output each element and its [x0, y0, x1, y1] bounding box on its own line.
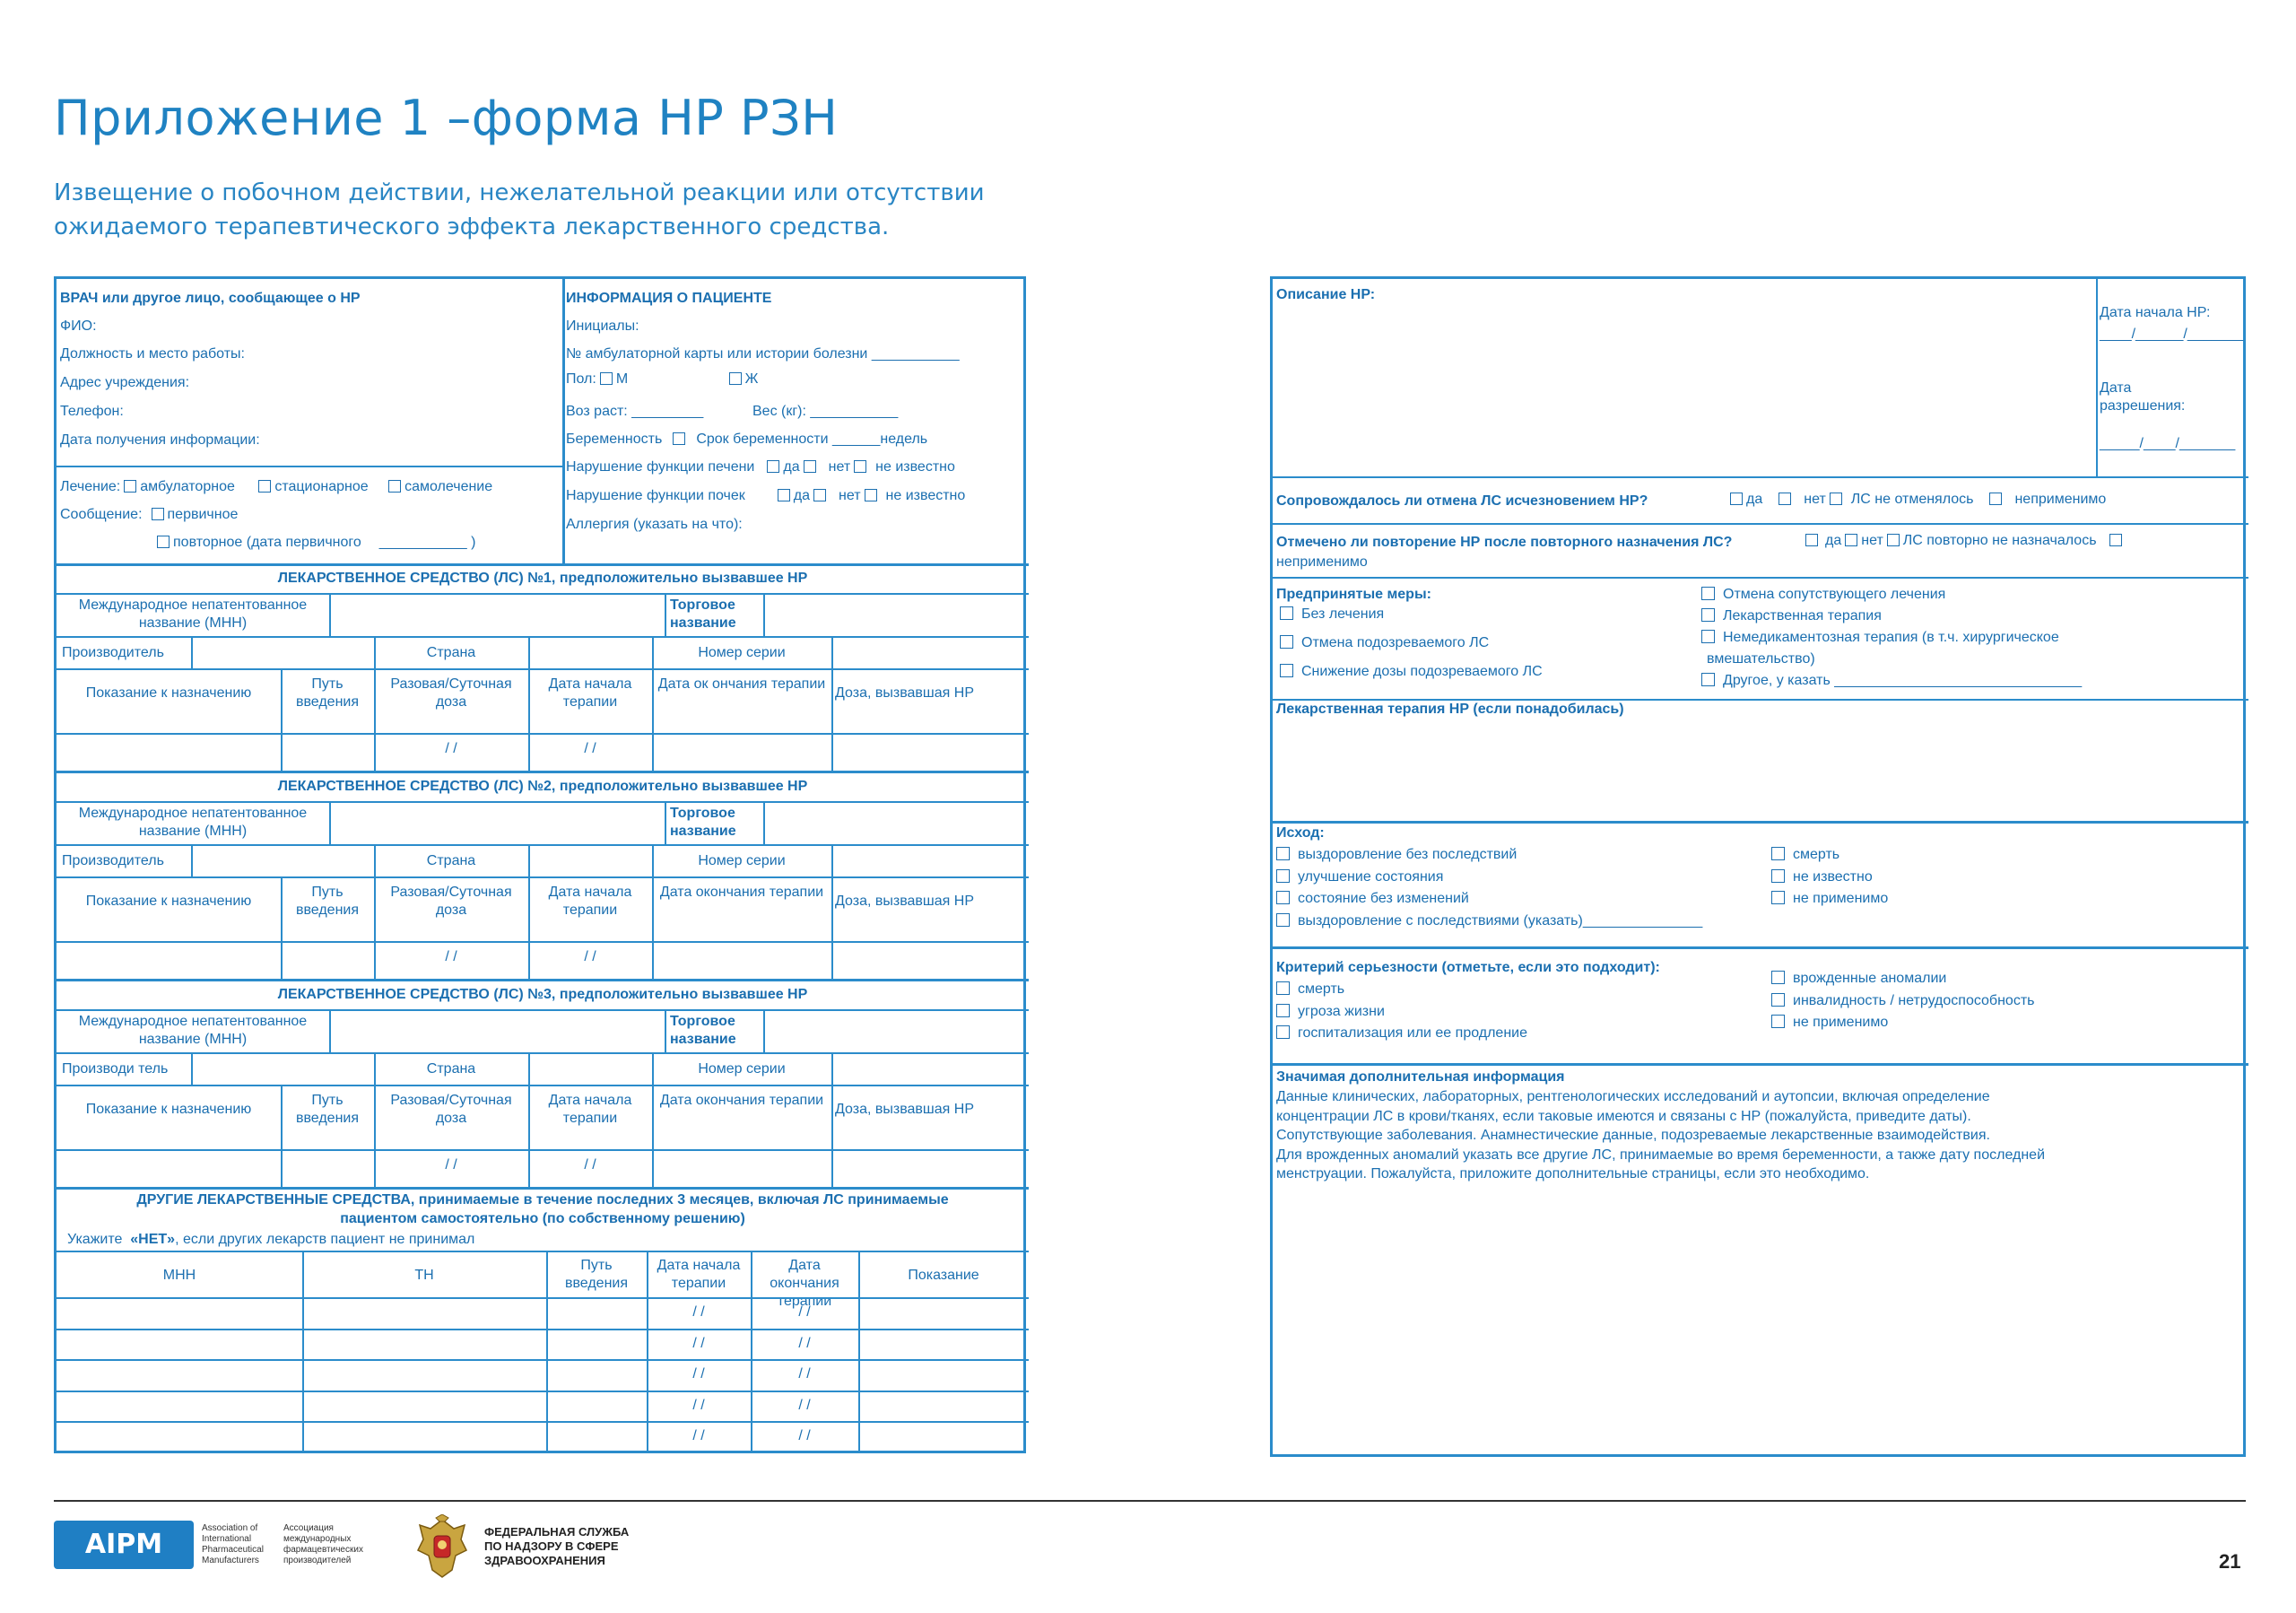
- checkbox-recurrence-not-reassigned[interactable]: [1887, 534, 1900, 546]
- drug-3-trade-label: Торговое название: [670, 1014, 736, 1047]
- other-drugs-row-5-start[interactable]: / /: [692, 1428, 705, 1443]
- checkbox-outcome-right-2[interactable]: [1771, 869, 1785, 883]
- drug-2-country-label: Страна: [426, 853, 476, 868]
- start-date-field[interactable]: ____/______/_______: [2100, 327, 2244, 342]
- pregnancy-row: [566, 431, 927, 449]
- start-date-label: Дата начала НР:: [2100, 305, 2211, 320]
- drug-2-end-date-field[interactable]: / /: [584, 949, 596, 964]
- drug-1-country-label: Страна: [426, 645, 476, 660]
- severity-right-option-1: врожденные аномалии: [1793, 971, 1947, 986]
- additional-info-field[interactable]: [1273, 1176, 2248, 1454]
- drug-2-start-date-field[interactable]: / /: [445, 949, 457, 964]
- drug-3-manufacturer-field[interactable]: [193, 1054, 372, 1083]
- measure-left-option-1: Без лечения: [1301, 606, 1385, 622]
- subtitle-line-1: Извещение о побочном действии, нежелательной реакции или отсутствии: [54, 179, 985, 206]
- additional-info-line-1: Данные клинических, лабораторных, рентгенологических исследований и аутопсии, включая определение: [1276, 1089, 1990, 1104]
- checkbox-severity-left-2[interactable]: [1276, 1004, 1290, 1017]
- additional-info-line-5: менструации. Пожалуйста, приложите дополнительные страницы, если это необходимо.: [1276, 1166, 1870, 1181]
- aipm-russian-name: Ассоциация международных фармацевтических производителей: [283, 1523, 363, 1565]
- patient-age[interactable]: Воз раст: _________: [566, 404, 704, 419]
- patient-card[interactable]: № амбулаторной карты или истории болезни ___________: [566, 346, 960, 362]
- recurrence-no-label: нет: [1861, 533, 1883, 548]
- other-drugs-row-2-end[interactable]: / /: [798, 1335, 811, 1351]
- withdrawal-no-label: нет: [1804, 492, 1826, 507]
- checkbox-outcome-left-3[interactable]: [1276, 891, 1290, 904]
- other-drugs-row-1-start[interactable]: / /: [692, 1304, 705, 1320]
- drug-2-country-field[interactable]: [530, 846, 650, 875]
- aipm-english-name: Association of International Pharmaceutical Manufacturers: [202, 1523, 264, 1565]
- reporter-address[interactable]: Адрес учреждения:: [60, 375, 190, 390]
- other-drugs-end-header: Дата окончания терапии: [770, 1258, 839, 1309]
- patient-sex-row: [566, 371, 758, 388]
- drug-1-end-label: Дата ок ончания терапии: [657, 676, 826, 692]
- drug-1-reaction-dose-label: Доза, вызвавшая НР: [835, 685, 974, 701]
- reporter-header: ВРАЧ или другое лицо, сообщающее о НР: [60, 291, 361, 306]
- recurrence-not-reassigned-label: ЛС повторно не назначалось: [1902, 533, 2097, 548]
- message-row: [60, 506, 238, 524]
- checkbox-repeat[interactable]: [157, 536, 170, 548]
- checkbox-sex-f[interactable]: [729, 372, 742, 385]
- treatment-row: [60, 478, 492, 496]
- message-label: Сообщение:: [60, 507, 143, 522]
- drug-2-trade-field[interactable]: [765, 803, 1027, 842]
- other-drugs-header-2: пациентом самостоятельно (по собственному решению): [340, 1211, 745, 1226]
- reporter-fio[interactable]: ФИО:: [60, 318, 97, 334]
- subtitle-line-2: ожидаемого терапевтического эффекта лекарственного средства.: [54, 214, 890, 240]
- page-number: 21: [2219, 1550, 2241, 1573]
- drug-1-inn-label: Международное непатентованное название (МНН): [78, 597, 308, 631]
- treatment-label: Лечение:: [60, 479, 121, 494]
- drug-2-batch-field[interactable]: [833, 846, 1027, 875]
- sex-m-label: М: [615, 371, 629, 387]
- checkbox-measure-right-1[interactable]: [1701, 587, 1715, 600]
- aipm-logo: AIPM: [54, 1521, 194, 1569]
- drug-2-inn-field[interactable]: [331, 803, 663, 842]
- measure-right-option-3: Немедикаментозная терапия (в т.ч. хирургическое: [1723, 630, 2059, 645]
- drug-1-batch-label: Номер серии: [698, 645, 786, 660]
- drug-2-end-label: Дата окончания терапии: [659, 885, 824, 900]
- checkbox-outcome-left-2[interactable]: [1276, 869, 1290, 883]
- resolution-date-field[interactable]: _____/____/_______: [2100, 436, 2236, 451]
- kidney-row: [566, 487, 965, 505]
- pregnancy-label: Беременность: [566, 432, 663, 447]
- note-suffix: , если других лекарств пациент не принимал: [175, 1232, 475, 1247]
- liver-no-label: нет: [828, 459, 851, 475]
- checkbox-ambulatory[interactable]: [124, 480, 136, 493]
- checkbox-severity-left-1[interactable]: [1276, 981, 1290, 995]
- treatment-self-label: самолечение: [404, 479, 493, 494]
- drug-2-manufacturer-field[interactable]: [193, 846, 372, 875]
- checkbox-outcome-left-4[interactable]: [1276, 913, 1290, 927]
- checkbox-measure-right-2[interactable]: [1701, 608, 1715, 622]
- drug-2-route-label: Путь введения: [295, 885, 360, 918]
- drug-3-country-field[interactable]: [530, 1054, 650, 1083]
- measure-right-option-2: Лекарственная терапия: [1723, 608, 1882, 623]
- checkbox-liver-no[interactable]: [804, 460, 816, 473]
- drug-3-start-label: Дата начала терапии: [548, 1093, 632, 1126]
- recurrence-options: [1802, 532, 2126, 550]
- drug-1-dose-label: Разовая/Суточная доза: [390, 676, 512, 710]
- page-title: Приложение 1 –форма НР РЗН: [54, 90, 839, 146]
- severity-right-option-3: не применимо: [1793, 1015, 1889, 1030]
- other-drugs-row-4-start[interactable]: / /: [692, 1397, 705, 1413]
- footer-divider: [54, 1500, 2246, 1502]
- adverse-reaction-form-right: [1270, 276, 2246, 1457]
- checkbox-measure-left-3[interactable]: [1280, 664, 1293, 677]
- kidney-yes-label: да: [793, 488, 811, 503]
- other-drugs-row-4-end[interactable]: / /: [798, 1397, 811, 1413]
- liver-row: [566, 458, 955, 476]
- other-drugs-indication-header: Показание: [908, 1268, 979, 1283]
- checkbox-severity-left-3[interactable]: [1276, 1025, 1290, 1039]
- drug-1-start-label: Дата начала терапии: [548, 676, 632, 710]
- measure-right-option-5: Другое, у казать _______________________________: [1723, 673, 2083, 688]
- checkbox-measure-left-1[interactable]: [1280, 606, 1293, 620]
- drug-2-dose-label: Разовая/Суточная доза: [390, 885, 512, 918]
- checkbox-sex-m[interactable]: [600, 372, 613, 385]
- drug-3-route-label: Путь введения: [295, 1093, 360, 1126]
- message-repeat-label: повторное (дата первичного: [173, 535, 361, 550]
- drug-3-end-date-field[interactable]: / /: [584, 1157, 596, 1173]
- resolution-date-label: Дата разрешения:: [2100, 380, 2186, 414]
- outcome-left-option-1: выздоровление без последствий: [1298, 847, 1518, 862]
- adverse-reaction-form-left: [54, 276, 1026, 1453]
- drug-1-manufacturer-field[interactable]: [193, 638, 372, 667]
- checkbox-liver-yes[interactable]: [767, 460, 779, 473]
- checkbox-withdrawal-na[interactable]: [1989, 493, 2002, 505]
- additional-info-line-3: Сопутствующие заболевания. Анамнестические данные, подозреваемые лекарственные взаимодействия.: [1276, 1128, 1990, 1143]
- measure-left-option-2: Отмена подозреваемого ЛС: [1301, 635, 1490, 650]
- kidney-no-label: нет: [839, 488, 861, 503]
- patient-weight[interactable]: Вес (кг): ___________: [752, 404, 899, 419]
- withdrawal-options: [1726, 491, 2106, 509]
- checkbox-measure-right-5[interactable]: [1701, 673, 1715, 686]
- other-drugs-start-header: Дата начала терапии: [657, 1258, 741, 1291]
- measure-right-option-1: Отмена сопутствующего лечения: [1723, 587, 1946, 602]
- checkbox-outcome-left-1[interactable]: [1276, 847, 1290, 860]
- withdrawal-yes-label: да: [1746, 492, 1763, 507]
- drug-1-route-label: Путь введения: [295, 676, 360, 710]
- drug-1-inn-field[interactable]: [331, 595, 663, 634]
- checkbox-pregnancy[interactable]: [673, 432, 685, 445]
- checkbox-severity-right-2[interactable]: [1771, 993, 1785, 1007]
- checkbox-recurrence-na[interactable]: [2109, 534, 2122, 546]
- drug-1-batch-field[interactable]: [833, 638, 1027, 667]
- liver-unknown-label: не известно: [875, 459, 955, 475]
- recurrence-na-label: неприменимо: [1276, 554, 1368, 570]
- recurrence-yes-label: да: [1825, 533, 1842, 548]
- message-repeat-date-blank[interactable]: ___________ ): [378, 535, 476, 550]
- roszdravnadzor-emblem-icon: [414, 1514, 470, 1582]
- liver-label: Нарушение функции печени: [566, 459, 755, 475]
- other-drugs-mnn-header: МНН: [162, 1268, 196, 1283]
- drug-2-indication-label: Показание к назначению: [85, 894, 252, 909]
- drug-2-start-label: Дата начала терапии: [548, 885, 632, 918]
- drug-2-inn-label: Международное непатентованное название (МНН): [78, 806, 308, 839]
- patient-header: ИНФОРМАЦИЯ О ПАЦИЕНТЕ: [566, 291, 772, 306]
- drug-therapy-field[interactable]: [1273, 701, 2248, 821]
- drug-3-batch-field[interactable]: [833, 1054, 1027, 1083]
- other-drugs-row-5-end[interactable]: / /: [798, 1428, 811, 1443]
- drug-2-reaction-dose-label: Доза, вызвавшая НР: [835, 894, 974, 909]
- drug-3-reaction-dose-label: Доза, вызвавшая НР: [835, 1102, 974, 1117]
- other-drugs-row-2-start[interactable]: / /: [692, 1335, 705, 1351]
- roszdravnadzor-name: ФЕДЕРАЛЬНАЯ СЛУЖБА ПО НАДЗОРУ В СФЕРЕ ЗДРАВООХРАНЕНИЯ: [484, 1525, 630, 1567]
- drug-2-manufacturer-label: Производитель: [62, 853, 164, 868]
- withdrawal-na-label: неприменимо: [2014, 492, 2107, 507]
- checkbox-kidney-unknown[interactable]: [865, 489, 877, 501]
- outcome-left-option-2: улучшение состояния: [1298, 868, 1444, 885]
- checkbox-stationary[interactable]: [258, 480, 271, 493]
- other-drugs-row-3-end[interactable]: / /: [798, 1366, 811, 1382]
- drug-3-header: ЛЕКАРСТВЕННОЕ СРЕДСТВО (ЛС) №3, предположительно вызвавшее НР: [277, 987, 808, 1002]
- additional-info-line-2: концентрации ЛС в крови/тканях, если таковые имеются и связаны с НР (пожалуйста, приведите даты).: [1276, 1108, 1971, 1124]
- measure-right-option-4: вмешательство): [1707, 651, 1815, 667]
- drug-1-trade-field[interactable]: [765, 595, 1027, 634]
- severity-right-option-2: инвалидность / нетрудоспособность: [1793, 992, 2035, 1008]
- checkbox-withdrawal-no[interactable]: [1779, 493, 1791, 505]
- other-drugs-row-3-start[interactable]: / /: [692, 1366, 705, 1382]
- note-prefix: Укажите: [67, 1232, 123, 1247]
- checkbox-self-treatment[interactable]: [388, 480, 401, 493]
- severity-left-option-3: госпитализация или ее продление: [1298, 1025, 1527, 1041]
- other-drugs-route-header: Путь введения: [564, 1258, 629, 1291]
- drug-1-start-date-field[interactable]: / /: [445, 741, 457, 756]
- outcome-right-option-1: смерть: [1793, 847, 1840, 862]
- treatment-ambulatory-label: амбулаторное: [140, 479, 235, 494]
- drug-1-country-field[interactable]: [530, 638, 650, 667]
- drug-3-country-label: Страна: [426, 1061, 476, 1077]
- checkbox-kidney-no[interactable]: [813, 489, 826, 501]
- drug-3-inn-label: Международное непатентованное название (МНН): [78, 1014, 308, 1047]
- checkbox-severity-right-3[interactable]: [1771, 1015, 1785, 1028]
- drug-1-indication-label: Показание к назначению: [85, 685, 252, 701]
- drug-1-end-date-field[interactable]: / /: [584, 741, 596, 756]
- other-drugs-header-1: ДРУГИЕ ЛЕКАРСТВЕННЫЕ СРЕДСТВА, принимаемые в течение последних 3 месяцев, включая ЛС принимаемые: [136, 1192, 949, 1208]
- description-label: Описание НР:: [1276, 287, 1376, 302]
- message-repeat-row: [153, 534, 475, 552]
- description-field[interactable]: [1273, 279, 2094, 476]
- checkbox-recurrence-no[interactable]: [1845, 534, 1857, 546]
- drug-3-dose-label: Разовая/Суточная доза: [390, 1093, 512, 1126]
- treatment-stationary-label: стационарное: [274, 479, 369, 494]
- outcome-header: Исход:: [1276, 825, 1325, 841]
- checkbox-kidney-yes[interactable]: [778, 489, 790, 501]
- additional-info-line-4: Для врожденных аномалий указать все другие ЛС, принимаемые во время беременности, а также дату последней: [1276, 1147, 2045, 1163]
- drug-2-batch-label: Номер серии: [698, 853, 786, 868]
- drug-2-trade-label: Торговое название: [670, 806, 736, 839]
- drug-3-trade-field[interactable]: [765, 1011, 1027, 1051]
- measure-left-option-3: Снижение дозы подозреваемого ЛС: [1301, 664, 1543, 679]
- other-drugs-tn-header: ТН: [414, 1268, 434, 1283]
- liver-yes-label: да: [783, 459, 800, 475]
- severity-header: Критерий серьезности (отметьте, если это подходит):: [1276, 960, 1660, 975]
- outcome-right-option-2: не известно: [1793, 868, 1873, 885]
- checkbox-outcome-right-3[interactable]: [1771, 891, 1785, 904]
- drug-2-header: ЛЕКАРСТВЕННОЕ СРЕДСТВО (ЛС) №2, предположительно вызвавшее НР: [277, 779, 808, 794]
- kidney-unknown-label: не известно: [885, 488, 966, 503]
- message-primary-label: первичное: [167, 507, 239, 522]
- checkbox-severity-right-1[interactable]: [1771, 971, 1785, 984]
- sex-label: Пол:: [566, 371, 596, 387]
- outcome-left-option-4: выздоровление с последствиями (указать)_______________: [1298, 912, 1703, 929]
- patient-initials[interactable]: Инициалы:: [566, 318, 639, 334]
- checkbox-primary[interactable]: [152, 508, 164, 520]
- note-none: «НЕТ»: [130, 1232, 176, 1247]
- outcome-left-option-3: состояние без изменений: [1298, 891, 1469, 906]
- pregnancy-term[interactable]: Срок беременности ______недель: [696, 432, 928, 447]
- drug-1-trade-label: Торговое название: [670, 597, 736, 631]
- severity-left-option-1: смерть: [1298, 981, 1345, 997]
- withdrawal-question: Сопровождалось ли отмена ЛС исчезновением НР?: [1276, 493, 1648, 509]
- drug-3-start-date-field[interactable]: / /: [445, 1157, 457, 1173]
- severity-left-option-2: угроза жизни: [1298, 1003, 1385, 1019]
- reporter-phone[interactable]: Телефон:: [60, 404, 124, 419]
- checkbox-outcome-right-1[interactable]: [1771, 847, 1785, 860]
- drug-3-indication-label: Показание к назначению: [85, 1102, 252, 1117]
- checkbox-withdrawal-yes[interactable]: [1730, 493, 1743, 505]
- recurrence-question: Отмечено ли повторение НР после повторного назначения ЛС?: [1276, 535, 1733, 550]
- drug-1-header: ЛЕКАРСТВЕННОЕ СРЕДСТВО (ЛС) №1, предположительно вызвавшее НР: [277, 571, 808, 586]
- drug-3-end-label: Дата окончания терапии: [659, 1093, 824, 1108]
- measures-header: Предпринятые меры:: [1276, 587, 1431, 602]
- drug-1-manufacturer-label: Производитель: [62, 645, 164, 660]
- checkbox-recurrence-yes[interactable]: [1805, 534, 1818, 546]
- drug-3-inn-field[interactable]: [331, 1011, 663, 1051]
- kidney-label: Нарушение функции почек: [566, 488, 745, 503]
- patient-allergy[interactable]: Аллергия (указать на что):: [566, 517, 743, 532]
- checkbox-liver-unknown[interactable]: [854, 460, 866, 473]
- checkbox-measure-left-2[interactable]: [1280, 635, 1293, 649]
- withdrawal-not-cancelled-label: ЛС не отменялось: [1850, 492, 1974, 507]
- drug-therapy-label: Лекарственная терапия НР (если понадобилась): [1276, 702, 1624, 717]
- reporter-position[interactable]: Должность и место работы:: [60, 346, 245, 362]
- other-drugs-row-1-end[interactable]: / /: [798, 1304, 811, 1320]
- sex-f-label: Ж: [744, 371, 759, 387]
- checkbox-withdrawal-not-cancelled[interactable]: [1830, 493, 1842, 505]
- reporter-date[interactable]: Дата получения информации:: [60, 432, 260, 448]
- drug-3-batch-label: Номер серии: [698, 1061, 786, 1077]
- drug-3-manufacturer-label: Производи тель: [62, 1061, 169, 1077]
- checkbox-measure-right-3[interactable]: [1701, 630, 1715, 643]
- outcome-right-option-3: не применимо: [1793, 891, 1889, 906]
- other-drugs-note: [67, 1231, 474, 1249]
- additional-header: Значимая дополнительная информация: [1276, 1069, 1565, 1085]
